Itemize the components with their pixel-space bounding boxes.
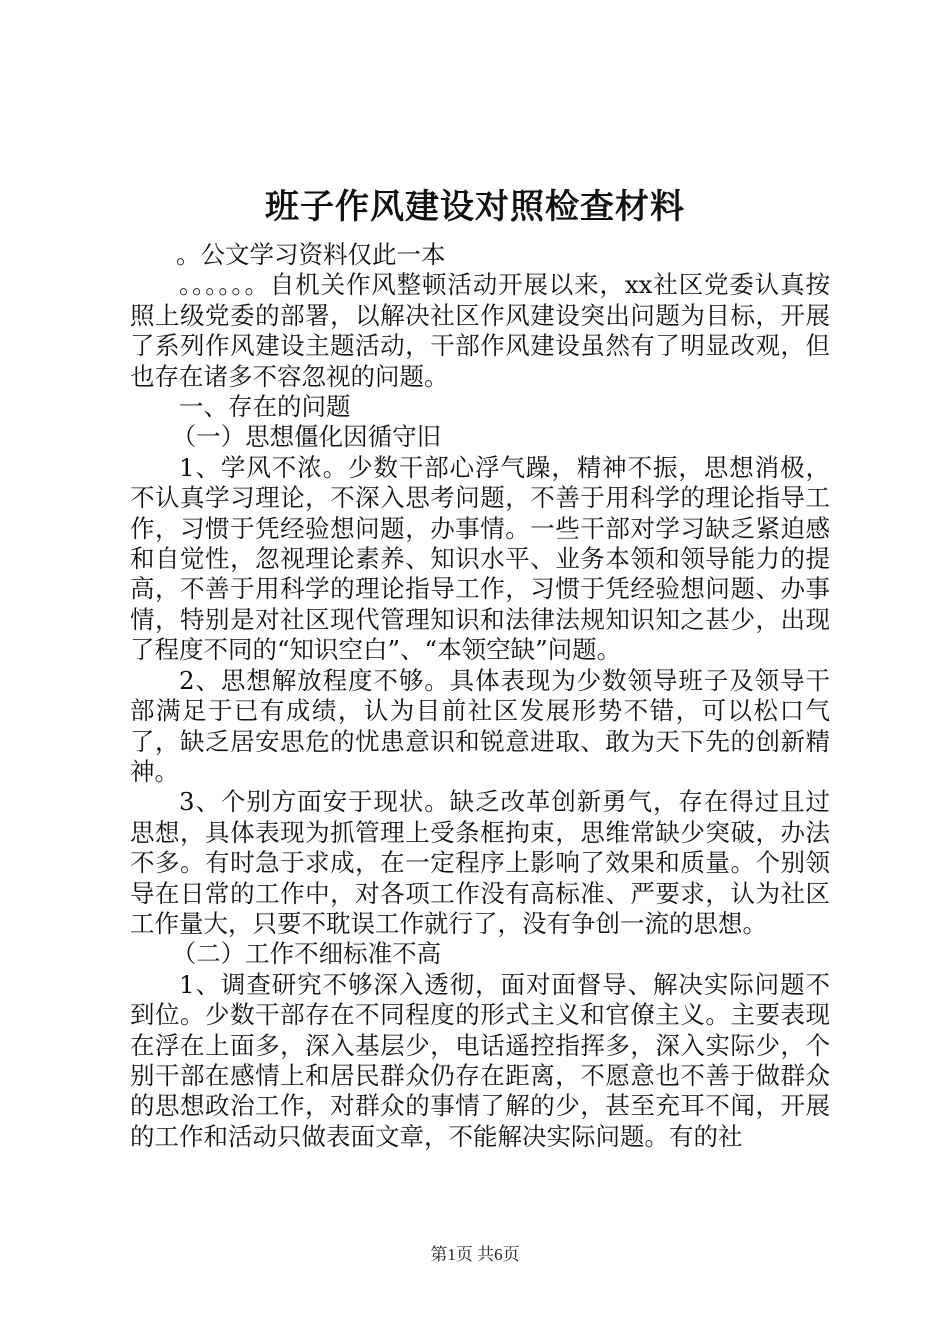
paragraph-item-1-3: 3、个别方面安于现状。缺乏改革创新勇气，存在得过且过思想，具体表现为抓管理上受条框拘束，思维常缺少突破，办法不多。有时急于求成，在一定程序上影响了效果和质量。个别领导在日常的工作中，对各项工作没有高标准、严要求，认为社区工作量大，只要不耽误工作就行了，没有争创一流的思想。 bbox=[130, 787, 830, 938]
paragraph-item-2-1: 1、调查研究不够深入透彻，面对面督导、解决实际问题不到位。少数干部存在不同程度的形式主义和官僚主义。主要表现在浮在上面多，深入基层少，电话遥控指挥多，深入实际少，个别干部在感情上和居民群众仍存在距离，不愿意也不善于做群众的思想政治工作，对群众的事情了解的少，甚至充耳不闻，开展的工作和活动只做表面文章，不能解决实际问题。有的社 bbox=[130, 969, 830, 1151]
section-heading-problems: 一、存在的问题 bbox=[179, 392, 351, 422]
subsection-heading-1: （一）思想僵化因循守旧 bbox=[171, 422, 442, 452]
document-body bbox=[130, 240, 830, 1152]
paragraph-item-1-2: 2、思想解放程度不够。具体表现为少数领导班子及领导干部满足于已有成绩，认为目前社区发展形势不错，可以松口气了，缺乏居安思危的忧患意识和锐意进取、敢为天下先的创新精神。 bbox=[130, 665, 830, 786]
paragraph-item-1-1: 1、学风不浓。少数干部心浮气躁，精神不振，思想消极，不认真学习理论，不深入思考问题，不善于用科学的理论指导工作，习惯于凭经验想问题，办事情。一些干部对学习缺乏紧迫感和自觉性，忽视理论素养、知识水平、业务本领和领导能力的提高，不善于用科学的理论指导工作，习惯于凭经验想问题、办事情，特别是对社区现代管理知识和法律法规知识知之甚少，出现了程度不同的“知识空白”、“本领空缺”问题。 bbox=[130, 452, 830, 665]
paragraph-intro: 。。。。。。自机关作风整顿活动开展以来，xx社区党委认真按照上级党委的部署，以解决社区作风建设突出问题为目标，开展了系列作风建设主题活动，干部作风建设虽然有了明显改观，但也存在诸多不容忽视的问题。 bbox=[130, 270, 830, 391]
subsection-heading-2: （二）工作不细标准不高 bbox=[171, 939, 442, 969]
document-title: 班子作风建设对照检查材料 bbox=[265, 187, 685, 227]
paragraph-note: 。公文学习资料仅此一本 bbox=[176, 240, 446, 269]
page-number-footer: 第1页 共6页 bbox=[430, 1245, 520, 1264]
